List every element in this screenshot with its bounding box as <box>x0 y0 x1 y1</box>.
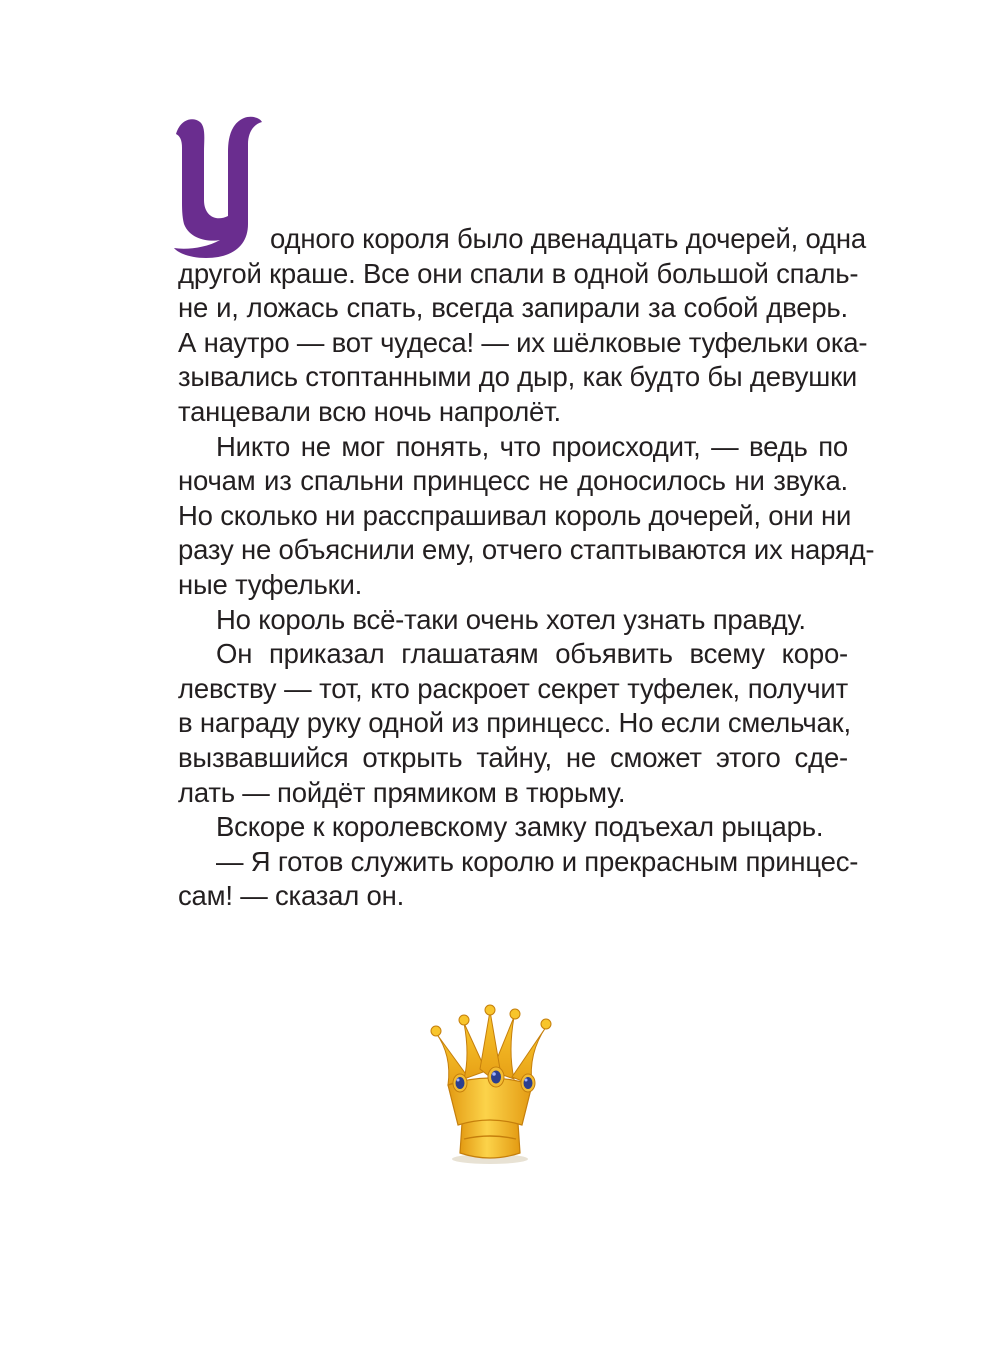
story-line: зывались стоптанными до дыр, как будто бы девушки <box>178 361 858 393</box>
story-line: вызвавшийся открыть тайну, не сможет этого сде- <box>178 741 848 773</box>
story-line: разу не объяснили ему, отчего стаптываются их наряд- <box>178 534 875 566</box>
story-line: одного короля было двенадцать дочерей, одна <box>270 223 866 254</box>
story-line: лать — пойдёт прямиком в тюрьму. <box>178 776 626 808</box>
story-text <box>178 222 875 914</box>
story-line: Вскоре к королевскому замку подъехал рыцарь. <box>216 811 824 843</box>
story-line: Но король всё-таки очень хотел узнать правду. <box>216 603 806 635</box>
story-line: танцевали всю ночь напролёт. <box>178 395 561 427</box>
story-line: в награду руку одной из принцесс. Но если смельчак, <box>178 707 851 739</box>
story-line: ночам из спальни принцесс не доносилось ни звука. <box>178 465 848 497</box>
story-line: А наутро — вот чудеса! — их шёлковые туфельки ока- <box>178 326 868 358</box>
story-line: другой краше. Все они спали в одной большой спаль- <box>178 257 859 289</box>
story-line: Но сколько ни расспрашивал король дочерей, они ни <box>178 499 852 531</box>
story-line: сам! — сказал он. <box>178 880 405 912</box>
story-line: левству — тот, кто раскроет секрет туфелек, получит <box>178 672 848 704</box>
crown-icon <box>424 1003 554 1168</box>
story-line: — Я готов служить королю и прекрасным принцес- <box>216 845 859 877</box>
story-line: Никто не мог понять, что происходит, — ведь по <box>216 430 848 462</box>
story-line: Он приказал глашатаям объявить всему коро- <box>216 638 848 670</box>
story-line: не и, ложась спать, всегда запирали за собой дверь. <box>178 292 848 324</box>
story-line: ные туфельки. <box>178 568 363 600</box>
